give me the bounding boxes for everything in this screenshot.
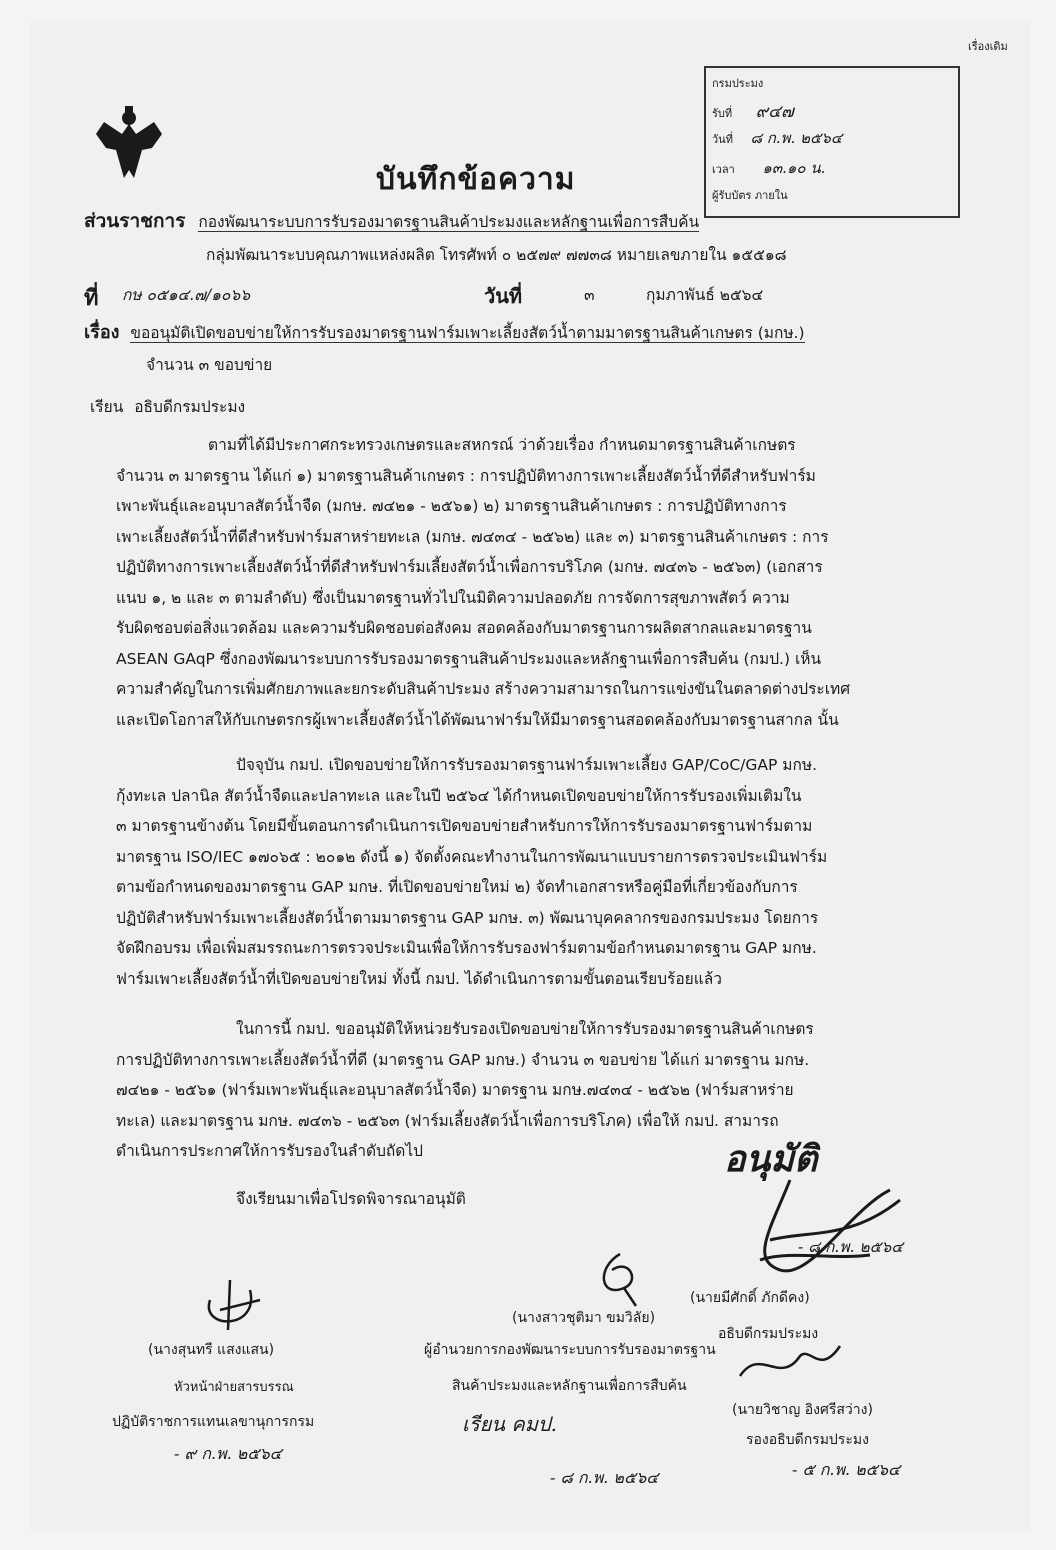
subject-label: เรื่อง <box>84 322 120 343</box>
stamp-date-label: วันที่ <box>712 133 733 146</box>
paragraph-line: จัดฝึกอบรม เพื่อเพิ่มสมรรถนะการตรวจประเมินเพื่อให้การรับรองฟาร์มตามข้อกำหนดมาตรฐาน GAP มกษ. <box>116 939 817 957</box>
receipt-stamp <box>704 66 960 218</box>
stamp-time-value: ๑๓.๑๐ น. <box>762 159 826 177</box>
middle-handwritten-note: เรียน คมป. <box>462 1412 557 1436</box>
deputy-title: รองอธิบดีกรมประมง <box>746 1432 869 1448</box>
paragraph-line: และเปิดโอกาสให้กับเกษตรกรผู้เพาะเลี้ยงสัตว์น้ำได้พัฒนาฟาร์มให้มีมาตรฐานสอดคล้องกับมาตรฐานสากล นั้น <box>116 710 839 729</box>
stamp-receive-number: ๙๔๗ <box>755 102 794 122</box>
ref-number: กษ ๐๕๑๔.๗/๑๐๖๖ <box>122 286 251 304</box>
date-month-year: กุมภาพันธ์ ๒๕๖๔ <box>646 286 764 304</box>
director-general-signature <box>730 1170 930 1294</box>
paragraph-line: ฟาร์มเพาะเลี้ยงสัตว์น้ำที่เปิดขอบข่ายใหม่ ทั้งนี้ กมป. ได้ดำเนินการตามขั้นตอนเรียบร้อยแล้ว <box>116 969 722 988</box>
paragraph-line: เพาะเลี้ยงสัตว์น้ำที่ดีสำหรับฟาร์มสาหร่ายทะเล (มกษ. ๗๔๓๔ - ๒๕๖๒) และ ๓) มาตรฐานสินค้าเกษตร : การ <box>116 527 829 546</box>
middle-date: - ๘ ก.พ. ๒๕๖๔ <box>550 1468 659 1487</box>
paragraph-line: ตามที่ได้มีประกาศกระทรวงเกษตรและสหกรณ์ ว่าด้วยเรื่อง กำหนดมาตรฐานสินค้าเกษตร <box>208 436 796 454</box>
middle-signer-title-2: สินค้าประมงและหลักฐานเพื่อการสืบค้น <box>452 1378 687 1394</box>
paragraph-line: มาตรฐาน ISO/IEC ๑๗๐๖๕ : ๒๐๑๒ ดังนี้ ๑) จัดตั้งคณะทำงานในการพัฒนาแบบรายการตรวจประเมินฟาร์ม <box>116 847 828 866</box>
dg-name: (นายมีศักดิ์ ภักดีคง) <box>690 1290 810 1306</box>
body-paragraph-1 <box>116 430 886 735</box>
left-signer-title: หัวหน้าฝ่ายสารบรรณ <box>174 1380 294 1395</box>
memo-page <box>30 20 1030 1530</box>
office-name: กองพัฒนาระบบการรับรองมาตรฐานสินค้าประมงและหลักฐานเพื่อการสืบค้น <box>198 213 700 231</box>
closing-line: จึงเรียนมาเพื่อโปรดพิจารณาอนุมัติ <box>236 1190 466 1208</box>
paragraph-line: แนบ ๑, ๒ และ ๓ ตามลำดับ) ซึ่งเป็นมาตรฐานทั่วไปในมิติความปลอดภัย การจัดการสุขภาพสัตว์ ความ <box>116 588 790 607</box>
paragraph-line: ความสำคัญในการเพิ่มศักยภาพและยกระดับสินค้าประมง สร้างความสามารถในการแข่งขันในตลาดต่างประเทศ <box>116 680 851 698</box>
paragraph-line: ๓ มาตรฐานข้างต้น โดยมีขั้นตอนการดำเนินการเปิดขอบข่ายสำหรับการให้การรับรองมาตรฐานฟาร์มตาม <box>116 817 813 835</box>
left-signer-name: (นางสุนทรี แสงแสน) <box>148 1342 275 1358</box>
left-date: - ๙ ก.พ. ๒๕๖๔ <box>174 1444 282 1463</box>
stamp-time-label: เวลา <box>712 163 735 176</box>
deputy-signature <box>730 1336 850 1400</box>
corner-text: เรื่องเดิม <box>968 40 1008 53</box>
dg-title: อธิบดีกรมประมง <box>718 1326 819 1342</box>
stamp-date-value: ๘ ก.พ. ๒๕๖๔ <box>750 129 843 147</box>
to-label: เรียน <box>90 398 124 416</box>
paragraph-line: ๗๔๒๑ - ๒๕๖๑ (ฟาร์มเพาะพันธุ์และอนุบาลสัตว์น้ำจืด) มาตรฐาน มกษ.๗๔๓๔ - ๒๕๖๒ (ฟาร์มสาหร่าย <box>116 1081 794 1099</box>
office-line <box>84 210 699 233</box>
approval-date: - ๘ ก.พ. ๒๕๖๔ <box>798 1238 903 1256</box>
left-signature <box>190 1270 280 1344</box>
left-signer-title-2: ปฏิบัติราชการแทนเลขานุการกรม <box>112 1414 315 1430</box>
salutation <box>90 398 245 417</box>
deputy-name: (นายวิชาญ อิงศรีสว่าง) <box>732 1402 873 1418</box>
subject-line-2: จำนวน ๓ ขอบข่าย <box>146 356 273 374</box>
date-label: วันที่ <box>484 284 523 308</box>
garuda-emblem-icon <box>94 104 164 184</box>
paragraph-line: การปฏิบัติทางการเพาะเลี้ยงสัตว์น้ำที่ดี (มาตรฐาน GAP มกษ.) จำนวน ๓ ขอบข่าย ได้แก่ มาตรฐาน มกษ. <box>116 1050 810 1069</box>
to-recipient: อธิบดีกรมประมง <box>134 398 246 416</box>
paragraph-line: ปฏิบัติสำหรับฟาร์มเพาะเลี้ยงสัตว์น้ำตามมาตรฐาน GAP มกษ. ๓) พัฒนาบุคคลากรของกรมประมง โดยการ <box>116 908 819 927</box>
office-line-2: กลุ่มพัฒนาระบบคุณภาพแหล่งผลิต โทรศัพท์ ๐ ๒๕๗๙ ๗๗๓๘ หมายเลขภายใน ๑๕๕๑๘ <box>206 246 787 264</box>
stamp-receiver: ผู้รับบัตร ภายใน <box>712 189 788 202</box>
deputy-date: - ๕ ก.พ. ๒๕๖๔ <box>792 1460 901 1479</box>
office-label: ส่วนราชการ <box>84 210 186 232</box>
middle-signer-name: (นางสาวชุติมา ขมวิลัย) <box>512 1310 656 1326</box>
paragraph-line: ASEAN GAqP ซึ่งกองพัฒนาระบบการรับรองมาตรฐานสินค้าประมงและหลักฐานเพื่อการสืบค้น (กมป.) เห็น <box>116 649 822 668</box>
paragraph-line: กุ้งทะเล ปลานิล สัตว์น้ำจืดและปลาทะเล และในปี ๒๕๖๔ ได้กำหนดเปิดขอบข่ายให้การรับรองเพิ่มเติมใน <box>116 786 802 805</box>
subject-line <box>84 322 805 344</box>
ref-line <box>84 280 844 315</box>
date-day: ๓ <box>584 286 595 304</box>
paragraph-line: ตามข้อกำหนดของมาตรฐาน GAP มกษ. ที่เปิดขอบข่ายใหม่ ๒) จัดทำเอกสารหรือคู่มือที่เกี่ยวข้องกับการ <box>116 878 798 896</box>
middle-signer-title: ผู้อำนวยการกองพัฒนาระบบการรับรองมาตรฐาน <box>424 1342 716 1358</box>
ref-label: ที่ <box>84 286 99 311</box>
subject-text: ขออนุมัติเปิดขอบข่ายให้การรับรองมาตรฐานฟาร์มเพาะเลี้ยงสัตว์น้ำตามมาตรฐานสินค้าเกษตร (มกษ.) <box>130 324 805 342</box>
paragraph-line: ในการนี้ กมป. ขออนุมัติให้หน่วยรับรองเปิดขอบข่ายให้การรับรองมาตรฐานสินค้าเกษตร <box>236 1020 814 1038</box>
middle-signature <box>590 1248 660 1312</box>
approval-handwriting: อนุมัติ <box>724 1138 818 1180</box>
paragraph-line: รับผิดชอบต่อสิ่งแวดล้อม และความรับผิดชอบต่อสังคม สอดคล้องกับมาตรฐานการผลิตสากลและมาตรฐาน <box>116 619 812 637</box>
paragraph-line: ปฏิบัติทางการเพาะเลี้ยงสัตว์น้ำที่ดีสำหรับฟาร์มเลี้ยงสัตว์น้ำเพื่อการบริโภค (มกษ. ๗๔๓๖ - ๒๕๖๓) (เอกสาร <box>116 558 823 576</box>
paragraph-line: เพาะพันธุ์และอนุบาลสัตว์น้ำจืด (มกษ. ๗๔๒๑ - ๒๕๖๑) ๒) มาตรฐานสินค้าเกษตร : การปฏิบัติทางการ <box>116 497 787 515</box>
stamp-receive-label: รับที่ <box>712 107 733 120</box>
paragraph-line: ทะเล) และมาตรฐาน มกษ. ๗๔๓๖ - ๒๕๖๓ (ฟาร์มเลี้ยงสัตว์น้ำเพื่อการบริโภค) เพื่อให้ กมป. สามารถ <box>116 1111 779 1130</box>
stamp-org: กรมประมง <box>712 77 764 90</box>
body-paragraph-2 <box>116 750 886 994</box>
paragraph-line: จำนวน ๓ มาตรฐาน ได้แก่ ๑) มาตรฐานสินค้าเกษตร : การปฏิบัติทางการเพาะเลี้ยงสัตว์น้ำที่ดีสำหรับฟาร์ม <box>116 466 816 485</box>
page-title: บันทึกข้อความ <box>376 162 576 197</box>
paragraph-line: ปัจจุบัน กมป. เปิดขอบข่ายให้การรับรองมาตรฐานฟาร์มเพาะเลี้ยง GAP/CoC/GAP มกษ. <box>236 756 818 774</box>
paragraph-line: ดำเนินการประกาศให้การรับรองในลำดับถัดไป <box>116 1142 424 1160</box>
